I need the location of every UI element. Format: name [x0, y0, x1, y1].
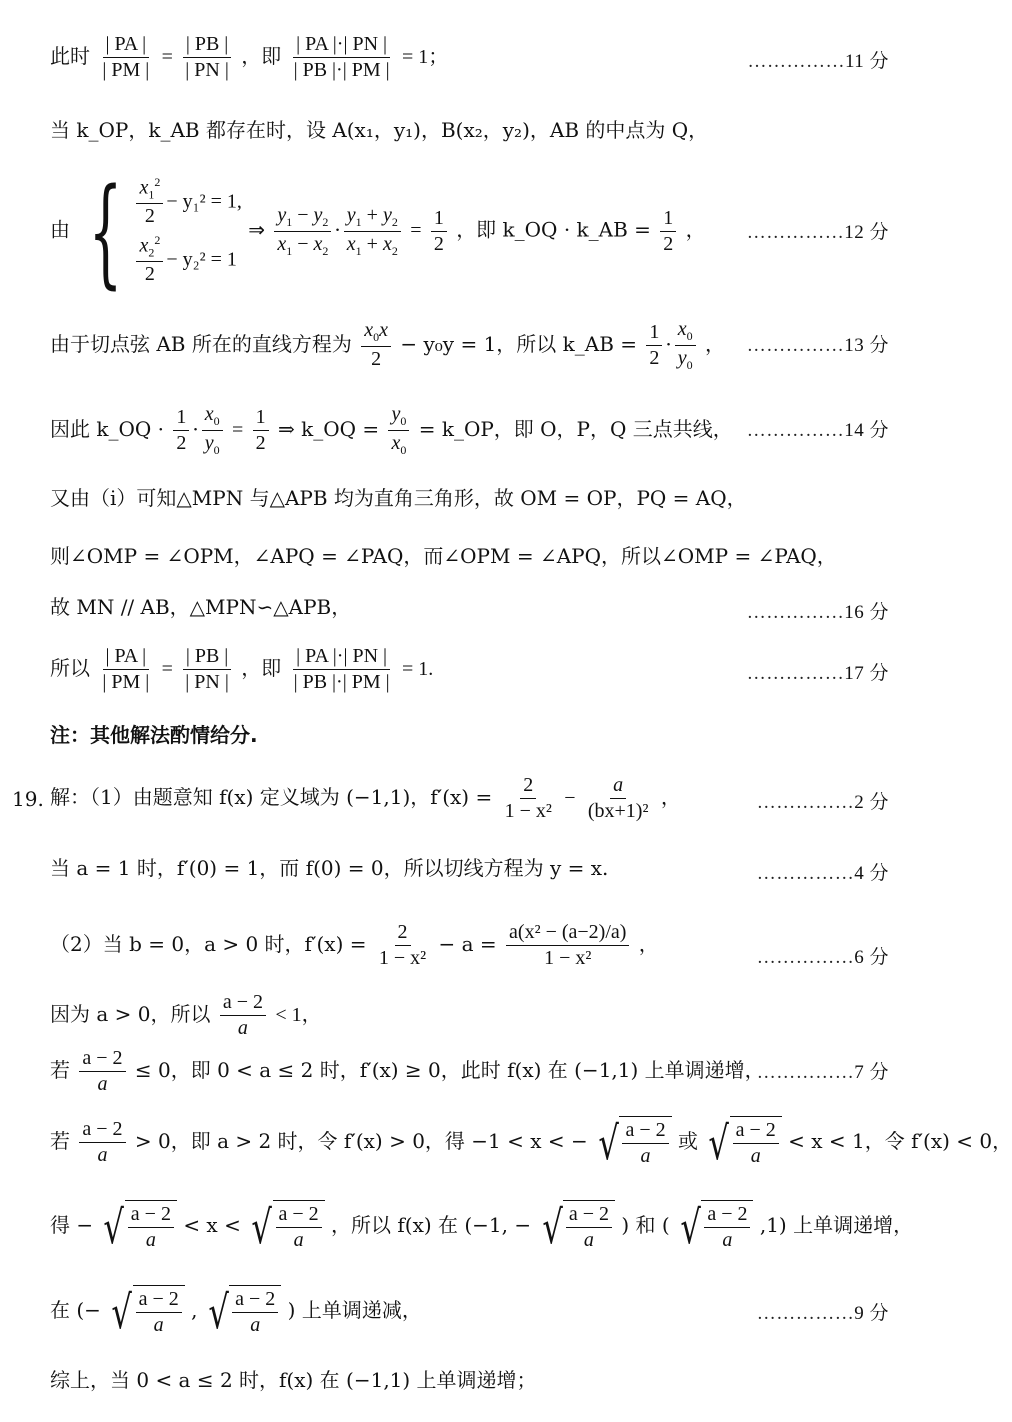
- note: 注：其他解法酌情给分.: [50, 723, 258, 747]
- score-14: ……………14 分: [746, 420, 889, 441]
- line-summary: 综上，当 0 < a ≤ 2 时，f(x) 在 (−1,1) 上单调递增；: [50, 1368, 537, 1392]
- fraction: $\frac{| PB |}{| PN |}$: [182, 32, 232, 83]
- line-case1: 若 $\frac{a - 2}{a}$ ≤ 0，即 0 < a ≤ 2 时，f′(x) ≥ 0，此时 f(x) 在 (−1,1) 上单调递增，: [50, 1047, 765, 1095]
- fraction: $\frac{| PA |\cdot| PN |}{| PB |\cdot| PM |}$: [293, 33, 390, 81]
- line-right-triangles: 又由（i）可知△MPN 与△APB 均为直角三角形，故 OM = OP，PQ = AQ，: [50, 486, 747, 510]
- line-chord-equation: 由于切点弦 AB 所在的直线方程为 $\frac{x_0x}{2}$ − y₀y = 1，所以 k_AB = $\frac{1}{2}$ · $\frac{x_0}{y_0}$ ，: [50, 318, 725, 372]
- line-collinear: 因此 k_OQ · $\frac{1}{2}$ · $\frac{x_0}{y_0}$ = $\frac{1}{2}$ ⇒ k_OQ = $\frac{y_0}{x_0}$ = k_OP，即 O，P，Q 三点共线，: [50, 403, 733, 457]
- equation-system: { $\frac{x_1^2}{2}$ − y₁² = 1, $\frac{x_2^2}{2}$ − y₂² = 1: [89, 162, 242, 300]
- line-intervals: 得 − √ $\frac{a - 2}{a}$ < x < √ $\frac{a - 2}{a}$ ，所以 f(x) 在 (−1, − √ $\frac{a - 2}{a}$ ) 和 ( √ $\frac{a - 2}{a}$ ,1) 上单调递增，: [50, 1199, 914, 1254]
- score-4: ……………4 分: [756, 863, 889, 884]
- score-16: ……………16 分: [746, 602, 889, 623]
- score-9: ……………9 分: [756, 1303, 889, 1324]
- score-12: ……………12 分: [746, 222, 889, 243]
- line-19-2: （2）当 b = 0，a > 0 时，f′(x) = $\frac{2}{\text{1 − x²}}$ − a = $\frac{\text{a(x² − (a−2)/a)}}{\text{1 − x²}}$ ，: [50, 921, 659, 969]
- line-decreasing: 在 (− √ $\frac{a - 2}{a}$ , √ $\frac{a - 2}{a}$ ) 上单调递减，: [50, 1284, 422, 1339]
- score-11: ……………11 分: [747, 51, 889, 72]
- score-7: ……………7 分: [756, 1062, 889, 1083]
- question-number: 19.: [12, 787, 44, 811]
- line-angles: 则∠OMP = ∠OPM，∠APQ = ∠PAQ，而∠OPM = ∠APQ，所以∠OMP = ∠PAQ，: [50, 544, 837, 568]
- text: 由: [50, 217, 70, 242]
- line-kop-kab: 当 k_OP，k_AB 都存在时，设 A(x₁，y₁)，B(x₂，y₂)，AB 的中点为 Q，: [50, 118, 709, 142]
- text: = 1；: [401, 46, 449, 68]
- line-19-1: 解：（1）由题意知 f(x) 定义域为 (−1,1)，f′(x) = $\frac{2}{\text{1 − x²}}$ − $\frac{a}{\text{(bx+1)²}}$ ，: [50, 774, 681, 822]
- line-pa-pm-ratio: 此时 $\frac{| PA |}{| PM |}$ = $\frac{| PB |}{| PN |}$ ，即 $\frac{| PA |\cdot| PN |}{| PB |\cdot| PM |}$ = 1；: [50, 33, 449, 81]
- line-conclusion-ratio: 所以 $\frac{| PA |}{| PM |}$ = $\frac{| PB |}{| PN |}$ ，即 $\frac{| PA |\cdot| PN |}{| PB |\cdot| PM |}$ = 1.: [50, 645, 434, 693]
- score-17: ……………17 分: [746, 663, 889, 684]
- score-6: ……………6 分: [756, 947, 889, 968]
- fraction: $\frac{| PA |}{| PM |}$: [102, 33, 150, 81]
- text: ，即: [241, 44, 282, 68]
- line-tangent: 当 a = 1 时，f′(0) = 1，而 f(0) = 0，所以切线方程为 y = x.: [50, 856, 609, 880]
- line-because: 因为 a > 0，所以 $\frac{a - 2}{a}$ < 1，: [50, 991, 322, 1039]
- line-case2: 若 $\frac{a - 2}{a}$ > 0，即 a > 2 时，令 f′(x) > 0，得 −1 < x < − √ $\frac{a - 2}{a}$ 或 √ $\frac{a - 2}{a}$ < x < 1，令 f′(x) < 0，: [50, 1115, 1012, 1170]
- score-2: ……………2 分: [756, 792, 889, 813]
- line-system: 由 { $\frac{x_1^2}{2}$ − y₁² = 1, $\frac{x_2^2}{2}$ − y₂² = 1 ⇒ $\frac{y_1 - y_2}{x_1 - x_2}$ · $\frac{y_1 + y_2}{x_1 + x_2}$ = $\frac{1}{2}$ ，即 k_OQ · k_AB = $\frac{1}{2}$ ，: [50, 162, 706, 300]
- line-similar: 故 MN // AB，△MPN∽△APB，: [50, 595, 352, 619]
- score-13: ……………13 分: [746, 335, 889, 356]
- text: 此时: [50, 44, 90, 68]
